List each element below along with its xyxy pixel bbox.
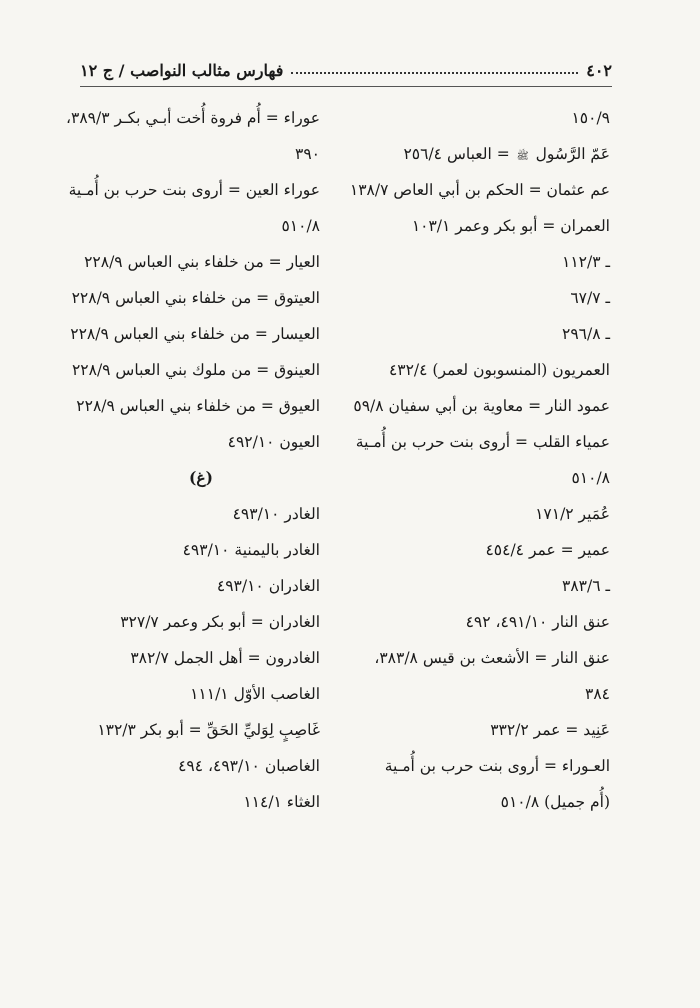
- index-entry: ٣٨٤: [585, 685, 610, 703]
- index-entry: [340, 136, 610, 172]
- index-entry: ٣٩٠: [295, 145, 320, 163]
- index-entry: عوراء = أُم فروة أُخت أبـي بكـر ٣٨٩/٣،: [66, 109, 320, 127]
- index-entry: الغادران = أبو بكر وعمر ٣٢٧/٧: [120, 613, 320, 631]
- header-rule: [80, 86, 612, 87]
- index-entry: العـوراء = أروى بنت حرب بن أُمـية: [384, 757, 610, 775]
- index-entry: العيار = من خلفاء بني العباس ٢٢٨/٩: [84, 253, 320, 271]
- index-entry: عَنِيد = عمر ٣٣٢/٢: [490, 721, 610, 739]
- running-title: فهارس مثالب النواصب / ج ١٢: [80, 60, 284, 80]
- index-entry: عُمَير ١٧١/٢: [535, 505, 610, 523]
- index-entry: ـ ٣٨٣/٦: [562, 577, 610, 595]
- index-entry: العيوق = من خلفاء بني العباس ٢٢٨/٩: [76, 397, 320, 415]
- page-number: ٤٠٢: [586, 60, 612, 80]
- entry-reference: = العباس ٢٥٦/٤: [403, 145, 510, 163]
- index-entry: ٥١٠/٨: [281, 217, 320, 235]
- index-entry: ٥١٠/٨: [571, 469, 610, 487]
- index-entry: عمياء القلب = أروى بنت حرب بن أُمـية: [355, 433, 610, 451]
- index-entry: الغاصبان ٤٩٣/١٠، ٤٩٤: [178, 757, 320, 775]
- index-entry: العيون ٤٩٢/١٠: [227, 433, 320, 451]
- index-entry: ـ ١١٢/٣: [562, 253, 610, 271]
- index-entry: عوراء العين = أروى بنت حرب بن أُمـية: [68, 181, 320, 199]
- header-dot-leader: [291, 72, 578, 74]
- index-entry: غَاصِبٍ لِوَليِّ الحَقِّ = أبو بكر ١٣٢/٣: [97, 721, 320, 739]
- index-entry: العينوق = من ملوك بني العباس ٢٢٨/٩: [71, 361, 320, 379]
- index-entry: الغاصب الأوّل ١١١/١: [190, 685, 320, 703]
- index-entry: الغادران ٤٩٣/١٠: [216, 577, 320, 595]
- index-entry: عمود النار = معاوية بن أبي سفيان ٥٩/٨: [353, 397, 610, 415]
- index-entry: العمريون (المنسوبون لعمر) ٤٣٢/٤: [388, 361, 610, 379]
- index-entry: الغادر باليمنية ٤٩٣/١٠: [182, 541, 320, 559]
- index-entry: العيتوق = من خلفاء بني العباس ٢٢٨/٩: [71, 289, 320, 307]
- index-entry: الغثاء ١١٤/١: [243, 793, 320, 811]
- index-entry: العيسار = من خلفاء بني العباس ٢٢٨/٩: [70, 325, 320, 343]
- index-entry: الغادر ٤٩٣/١٠: [232, 505, 320, 523]
- index-entry: عنق النار = الأشعث بن قيس ٣٨٣/٨،: [374, 649, 610, 667]
- index-entry: عمير = عمر ٤٥٤/٤: [485, 541, 610, 559]
- entry-term: عَمّ الرَّسُول: [535, 145, 610, 163]
- index-entry: عنق النار ٤٩١/١٠، ٤٩٢: [465, 613, 610, 631]
- page-header: [80, 58, 612, 82]
- index-entry: (أُم جميل) ٥١٠/٨: [500, 793, 610, 811]
- index-entry: ـ ٦٧/٧: [570, 289, 610, 307]
- index-entry: ـ ٢٩٦/٨: [562, 325, 610, 343]
- index-entry: ١٥٠/٩: [571, 109, 610, 127]
- index-entry: الغادرون = أهل الجمل ٣٨٢/٧: [130, 649, 320, 667]
- section-heading-ghayn: (غ): [189, 468, 213, 487]
- index-entry: عم عثمان = الحكم بن أبي العاص ١٣٨/٧: [349, 181, 610, 199]
- honorific-glyph: ﷺ: [516, 151, 529, 162]
- index-entry: العمران = أبو بكر وعمر ١٠٣/١: [411, 217, 610, 235]
- index-column-left: [66, 100, 320, 820]
- index-column-right: [340, 100, 610, 820]
